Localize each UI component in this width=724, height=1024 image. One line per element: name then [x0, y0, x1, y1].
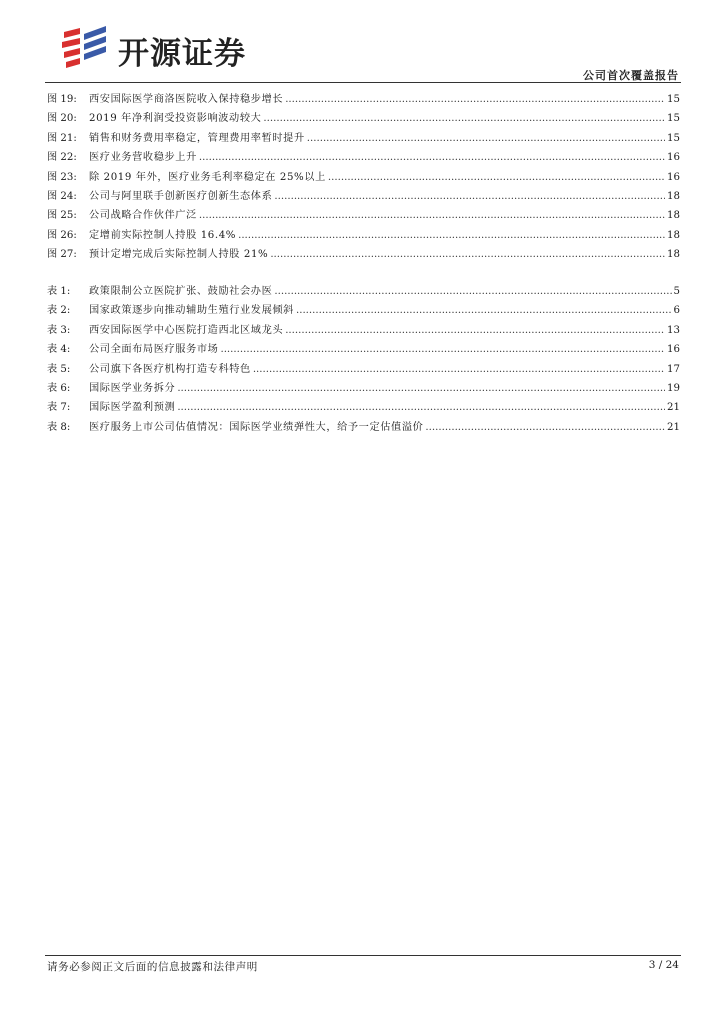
report-type: 公司首次覆盖报告	[583, 69, 679, 82]
toc-label: 图 27:	[47, 249, 77, 261]
footer-disclaimer: 请务必参阅正文后面的信息披露和法律声明	[47, 961, 258, 973]
dot-leader	[274, 286, 671, 297]
toc-title: 公司旗下各医疗机构打造专科特色	[89, 363, 251, 375]
toc-page-number: 16	[667, 344, 680, 356]
dot-leader	[285, 94, 665, 105]
toc-page-number: 17	[667, 363, 680, 375]
toc-label: 表 8:	[47, 421, 71, 433]
dot-leader	[274, 191, 665, 202]
dot-leader	[177, 383, 665, 394]
toc-title: 2019 年净利润受投资影响波动较大	[89, 113, 262, 125]
toc-title: 销售和财务费用率稳定，管理费用率暂时提升	[89, 132, 305, 144]
toc-title: 除 2019 年外，医疗业务毛利率稳定在 25%以上	[89, 171, 326, 183]
toc-title: 医疗业务营收稳步上升	[89, 152, 197, 164]
toc-page-number: 18	[667, 210, 680, 222]
logo-mark-icon	[60, 24, 112, 68]
dot-leader	[425, 422, 665, 433]
dot-leader	[328, 172, 665, 183]
toc-entry[interactable]	[47, 90, 680, 109]
toc-entry[interactable]	[47, 187, 680, 206]
toc-entry[interactable]	[47, 148, 680, 167]
toc-page-number: 19	[667, 382, 680, 394]
toc-title: 政策限制公立医院扩张、鼓励社会办医	[89, 286, 273, 297]
toc-page-number: 18	[667, 229, 680, 241]
toc-label: 图 20:	[47, 113, 77, 125]
dot-leader	[220, 344, 665, 355]
toc-label: 表 4:	[47, 344, 71, 356]
toc-label: 表 3:	[47, 324, 71, 336]
page-indicator: 3 / 24	[648, 959, 679, 971]
toc-page-number: 15	[667, 113, 680, 125]
toc-title: 公司与阿里联手创新医疗创新生态体系	[89, 190, 273, 202]
toc-label: 表 1:	[47, 286, 71, 297]
toc-page-number: 18	[667, 249, 680, 261]
header-divider	[45, 82, 681, 83]
toc-title: 公司战略合作伙伴广泛	[89, 210, 197, 222]
toc-page-number: 16	[667, 152, 680, 164]
toc-label: 图 26:	[47, 229, 77, 241]
toc-entry[interactable]	[47, 398, 680, 417]
toc-title: 国际医学业务拆分	[89, 382, 176, 394]
toc-page-number: 21	[667, 421, 680, 433]
toc-entry[interactable]	[47, 109, 680, 128]
toc-page-number: 15	[667, 94, 680, 105]
toc-entry[interactable]	[47, 321, 680, 340]
toc-title: 西安国际医学中心医院打造西北区域龙头	[89, 324, 284, 336]
brand-name: 开源证券	[118, 36, 246, 72]
dot-leader	[285, 325, 665, 336]
company-logo	[60, 24, 260, 70]
toc-entry[interactable]	[47, 360, 680, 379]
toc-label: 图 24:	[47, 190, 77, 202]
toc-label: 表 2:	[47, 305, 71, 317]
dot-leader	[270, 249, 665, 260]
footer-divider	[45, 955, 681, 956]
toc-entry[interactable]	[47, 129, 680, 148]
toc-label: 图 21:	[47, 132, 77, 144]
figure-list	[47, 90, 680, 265]
toc-page-number: 6	[673, 305, 680, 317]
toc-label: 图 25:	[47, 210, 77, 222]
toc-label: 图 23:	[47, 171, 77, 183]
toc-entry[interactable]	[47, 245, 680, 264]
toc-label: 表 7:	[47, 402, 71, 414]
toc-page-number: 16	[667, 171, 680, 183]
dot-leader	[307, 133, 665, 144]
toc-title: 西安国际医学商洛医院收入保持稳步增长	[89, 94, 284, 105]
toc-page-number: 18	[667, 190, 680, 202]
toc-title: 公司全面布局医疗服务市场	[89, 344, 219, 356]
toc-page-number: 21	[667, 402, 680, 414]
toc-label: 表 6:	[47, 382, 71, 394]
dot-leader	[199, 210, 665, 221]
toc-entry[interactable]	[47, 301, 680, 320]
toc-title: 国际医学盈利预测	[89, 402, 176, 414]
dot-leader	[296, 305, 672, 316]
toc-title: 国家政策逐步向推动辅助生殖行业发展倾斜	[89, 305, 294, 317]
toc-title: 医疗服务上市公司估值情况：国际医学业绩弹性大，给予一定估值溢价	[89, 421, 424, 433]
dot-leader	[253, 364, 665, 375]
toc-entry[interactable]	[47, 206, 680, 225]
toc-entry[interactable]	[47, 340, 680, 359]
toc-page-number: 15	[667, 132, 680, 144]
toc-entry[interactable]	[47, 168, 680, 187]
dot-leader	[263, 113, 665, 124]
toc-label: 图 19:	[47, 94, 77, 105]
toc-entry[interactable]	[47, 418, 680, 437]
toc-page-number: 5	[673, 286, 680, 297]
toc-page-number: 13	[667, 324, 680, 336]
toc-title: 预计定增完成后实际控制人持股 21%	[89, 249, 269, 261]
toc-entry[interactable]	[47, 282, 680, 301]
toc-entry[interactable]	[47, 226, 680, 245]
dot-leader	[177, 402, 665, 413]
toc-label: 表 5:	[47, 363, 71, 375]
dot-leader	[199, 152, 665, 163]
table-list	[47, 282, 680, 437]
toc-entry[interactable]	[47, 379, 680, 398]
dot-leader	[238, 230, 665, 241]
toc-label: 图 22:	[47, 152, 77, 164]
toc-title: 定增前实际控制人持股 16.4%	[89, 229, 237, 241]
